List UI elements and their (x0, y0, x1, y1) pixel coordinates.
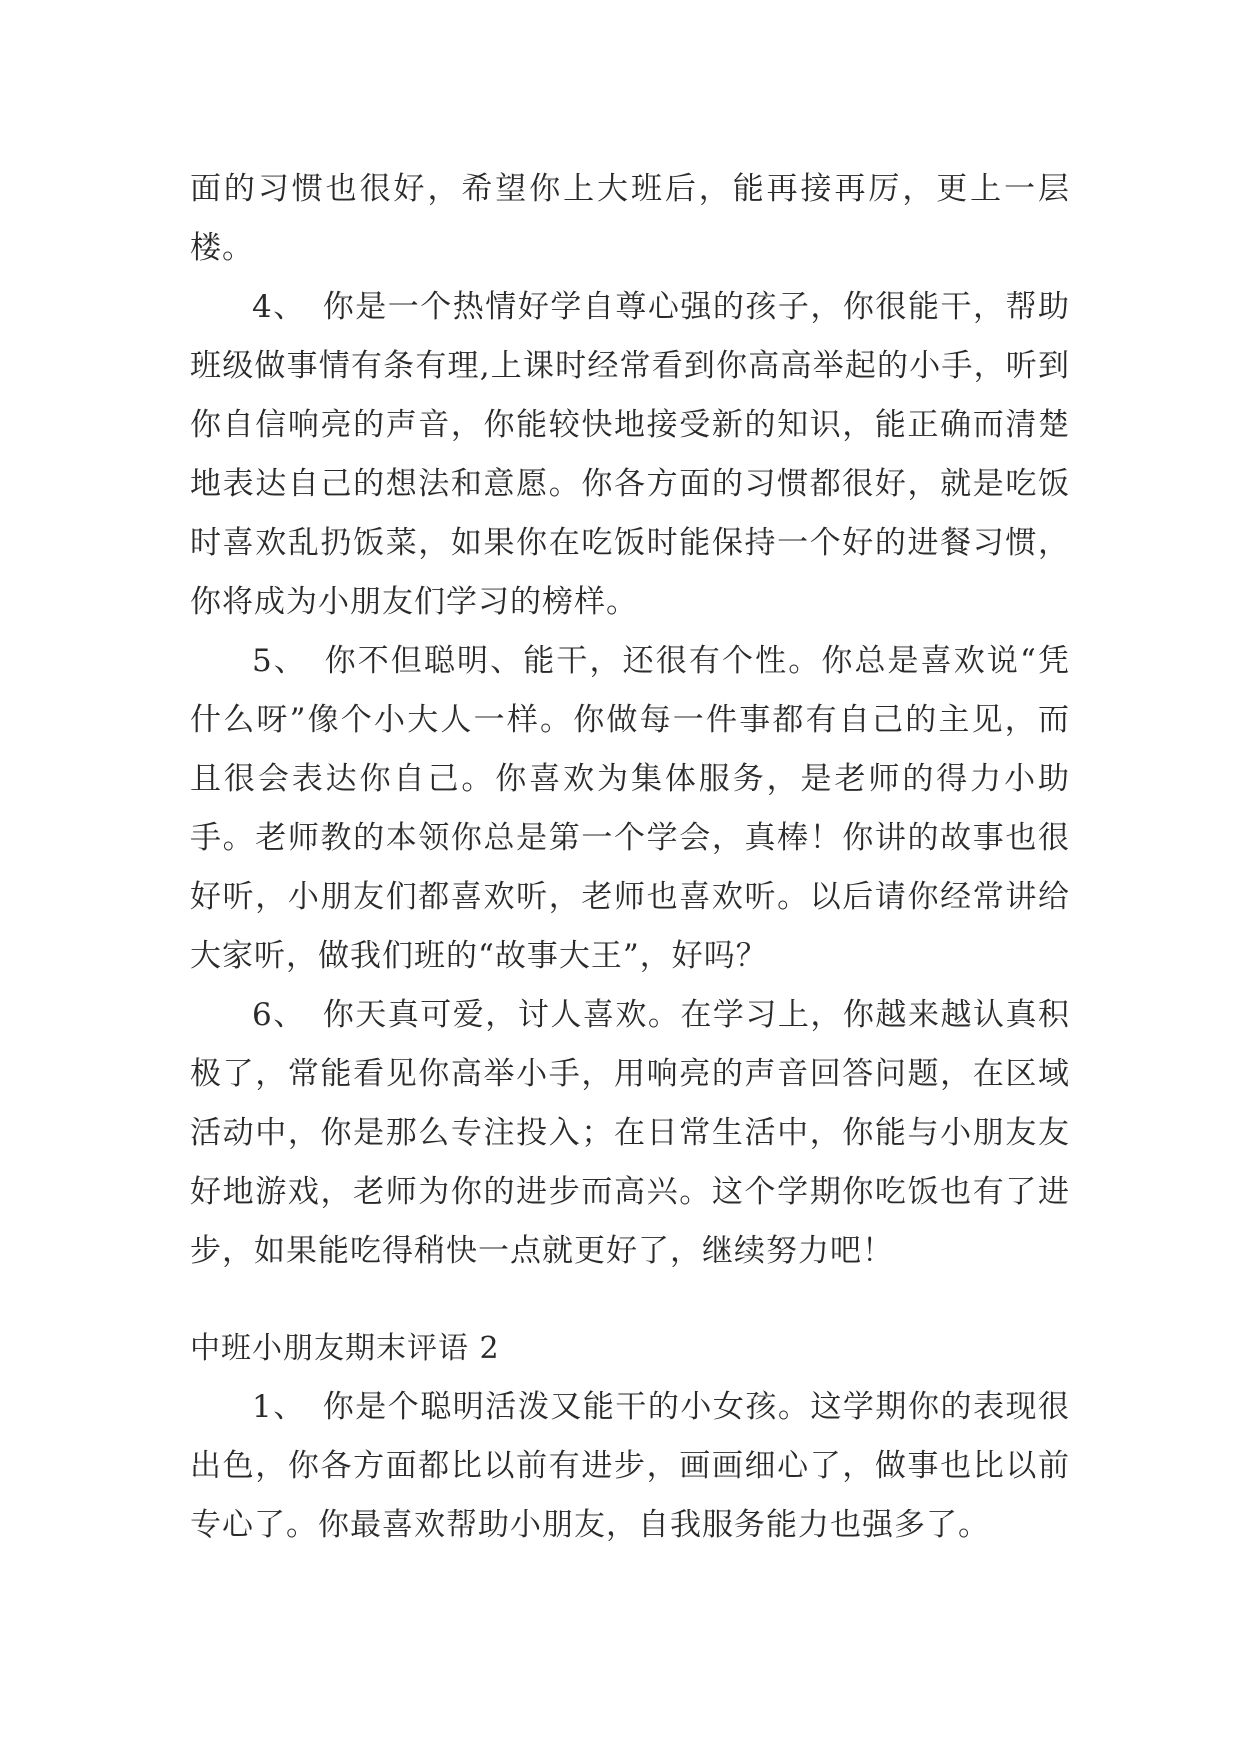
paragraph-item-5: 5、 你不但聪明、能干，还很有个性。你总是喜欢说“凭什么呀”像个小大人一样。你做每一件事都有自己的主见，而且很会表达你自己。你喜欢为集体服务，是老师的得力小助手。老师教的本领你总是第一个学会，真棒！你讲的故事也很好听，小朋友们都喜欢听，老师也喜欢听。以后请你经常讲给大家听，做我们班的“故事大王”，好吗？ (190, 643, 1070, 974)
paragraph-item-4: 4、 你是一个热情好学自尊心强的孩子，你很能干，帮助班级做事情有条有理,上课时经常看到你高高举起的小手，听到你自信响亮的声音，你能较快地接受新的知识，能正确而清楚地表达自己的想法和意愿。你各方面的习惯都很好，就是吃饭时喜欢乱扔饭菜，如果你在吃饭时能保持一个好的进餐习惯，你将成为小朋友们学习的榜样。 (190, 289, 1070, 620)
paragraph-item-6: 6、 你天真可爱，讨人喜欢。在学习上，你越来越认真积极了，常能看见你高举小手，用响亮的声音回答问题，在区域活动中，你是那么专注投入；在日常生活中，你能与小朋友友好地游戏，老师为你的进步而高兴。这个学期你吃饭也有了进步，如果能吃得稍快一点就更好了，继续努力吧！ (190, 997, 1070, 1269)
section-title: 中班小朋友期末评语 2 (190, 1331, 500, 1366)
document-body (190, 160, 1070, 1555)
paragraph-continuation: 面的习惯也很好，希望你上大班后，能再接再厉，更上一层楼。 (190, 171, 1070, 266)
paragraph-item-1: 1、 你是个聪明活泼又能干的小女孩。这学期你的表现很出色，你各方面都比以前有进步，画画细心了，做事也比以前专心了。你最喜欢帮助小朋友，自我服务能力也强多了。 (190, 1389, 1070, 1543)
